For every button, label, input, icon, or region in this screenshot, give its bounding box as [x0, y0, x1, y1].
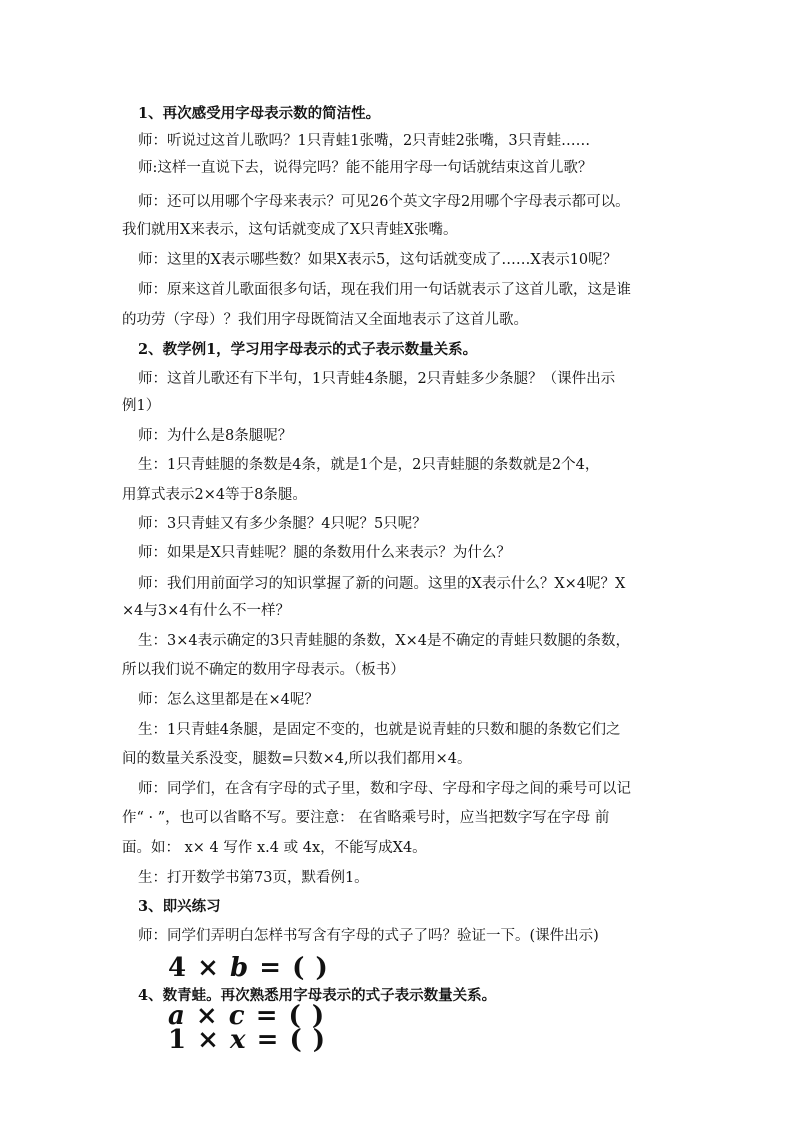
formula-operand: 1 [168, 1025, 188, 1055]
formula-4xb [168, 955, 329, 981]
section-heading-4: 4、数青蛙。再次熟悉用字母表示的式子表示数量关系。 [138, 987, 497, 1004]
paragraph-line: 师：为什么是8条腿呢？ [138, 428, 293, 444]
section-heading-1: 1、再次感受用字母表示数的简洁性。 [138, 105, 381, 122]
paragraph-line: 师：同学们，在含有字母的式子里，数和字母、字母和字母之间的乘号可以记 [138, 781, 631, 797]
paragraph-line: 师：同学们弄明白怎样书写含有字母的式子了吗？验证一下。(课件出示) [138, 928, 599, 944]
times-symbol: × [197, 953, 220, 983]
paragraph-line: ×4与3×4有什么不一样？ [122, 603, 290, 619]
paragraph-line: 师：这首儿歌还有下半句，1只青蛙4条腿，2只青蛙多少条腿？（课件出示 [138, 371, 616, 387]
answer-blank: ( ) [292, 953, 329, 983]
paragraph-line: 生：3×4表示确定的3只青蛙腿的条数，X×4是不确定的青蛙只数腿的条数， [138, 633, 631, 649]
paragraph-line: 生：1只青蛙4条腿，是固定不变的，也就是说青蛙的只数和腿的条数它们之 [138, 722, 621, 738]
equals-symbol: = [259, 953, 283, 983]
paragraph-line: 师：怎么这里都是在×4呢？ [138, 692, 319, 708]
paragraph-line: 间的数量关系没变，腿数=只数×4,所以我们都用×4。 [122, 751, 472, 767]
times-symbol: × [195, 1001, 219, 1031]
section-heading-2: 2、教学例1，学习用字母表示的式子表示数量关系。 [138, 341, 478, 358]
formula-variable: b [230, 953, 250, 983]
paragraph-line: 用算式表示2×4等于8条腿。 [122, 487, 307, 503]
paragraph-line: 师：如果是X只青蛙呢？腿的条数用什么来表示？为什么？ [138, 545, 511, 561]
paragraph-line: 师：原来这首儿歌面很多句话，现在我们用一句话就表示了这首儿歌，这是谁 [138, 282, 631, 298]
answer-blank: ( ) [288, 1001, 326, 1031]
formula-operand: 4 [168, 953, 188, 983]
answer-blank: ( ) [289, 1025, 327, 1055]
formula-variable: a [168, 1001, 186, 1031]
paragraph-line: 生：1只青蛙腿的条数是4条，就是1个是，2只青蛙腿的条数就是2个4， [138, 457, 600, 473]
paragraph-line: 师：3只青蛙又有多少条腿？4只呢？5只呢？ [138, 516, 427, 532]
times-symbol: × [197, 1025, 220, 1055]
paragraph-line: 生：打开数学书第73页，默看例1。 [138, 870, 369, 886]
formula-variable: c [228, 1001, 246, 1031]
paragraph-line: 师：还可以用哪个字母来表示？可见26个英文字母2用哪个字母表示都可以。 [138, 194, 630, 210]
paragraph-line: 师：听说过这首儿歌吗？1只青蛙1张嘴，2只青蛙2张嘴，3只青蛙…… [138, 133, 591, 149]
formula-variable: x [230, 1025, 247, 1055]
paragraph-line: 例1） [122, 398, 161, 414]
paragraph-line: 作“ · ”，也可以省略不写。要注意： 在省略乘号时，应当把数字写在字母 前 [122, 810, 610, 826]
paragraph-line: 我们就用X来表示，这句话就变成了X只青蛙X张嘴。 [122, 222, 458, 238]
paragraph-line: 面。如： x× 4 写作 x.4 或 4x，不能写成X4。 [122, 840, 427, 856]
paragraph-line: 师：我们用前面学习的知识掌握了新的问题。这里的X表示什么？X×4呢？X [138, 576, 626, 592]
paragraph-line: 的功劳（字母）？我们用字母既简洁又全面地表示了这首儿歌。 [122, 312, 528, 328]
equals-symbol: = [255, 1001, 279, 1031]
formula-1xx [168, 1027, 326, 1053]
section-heading-3: 3、即兴练习 [138, 898, 221, 915]
paragraph-line: 所以我们说不确定的数用字母表示。（板书） [122, 662, 405, 678]
paragraph-line: 师：这里的X表示哪些数？如果X表示5，这句话就变成了……X表示10呢？ [138, 252, 618, 268]
equals-symbol: = [256, 1025, 280, 1055]
paragraph-line: 师:这样一直说下去，说得完吗？能不能用字母一句话就结束这首儿歌？ [138, 160, 593, 176]
